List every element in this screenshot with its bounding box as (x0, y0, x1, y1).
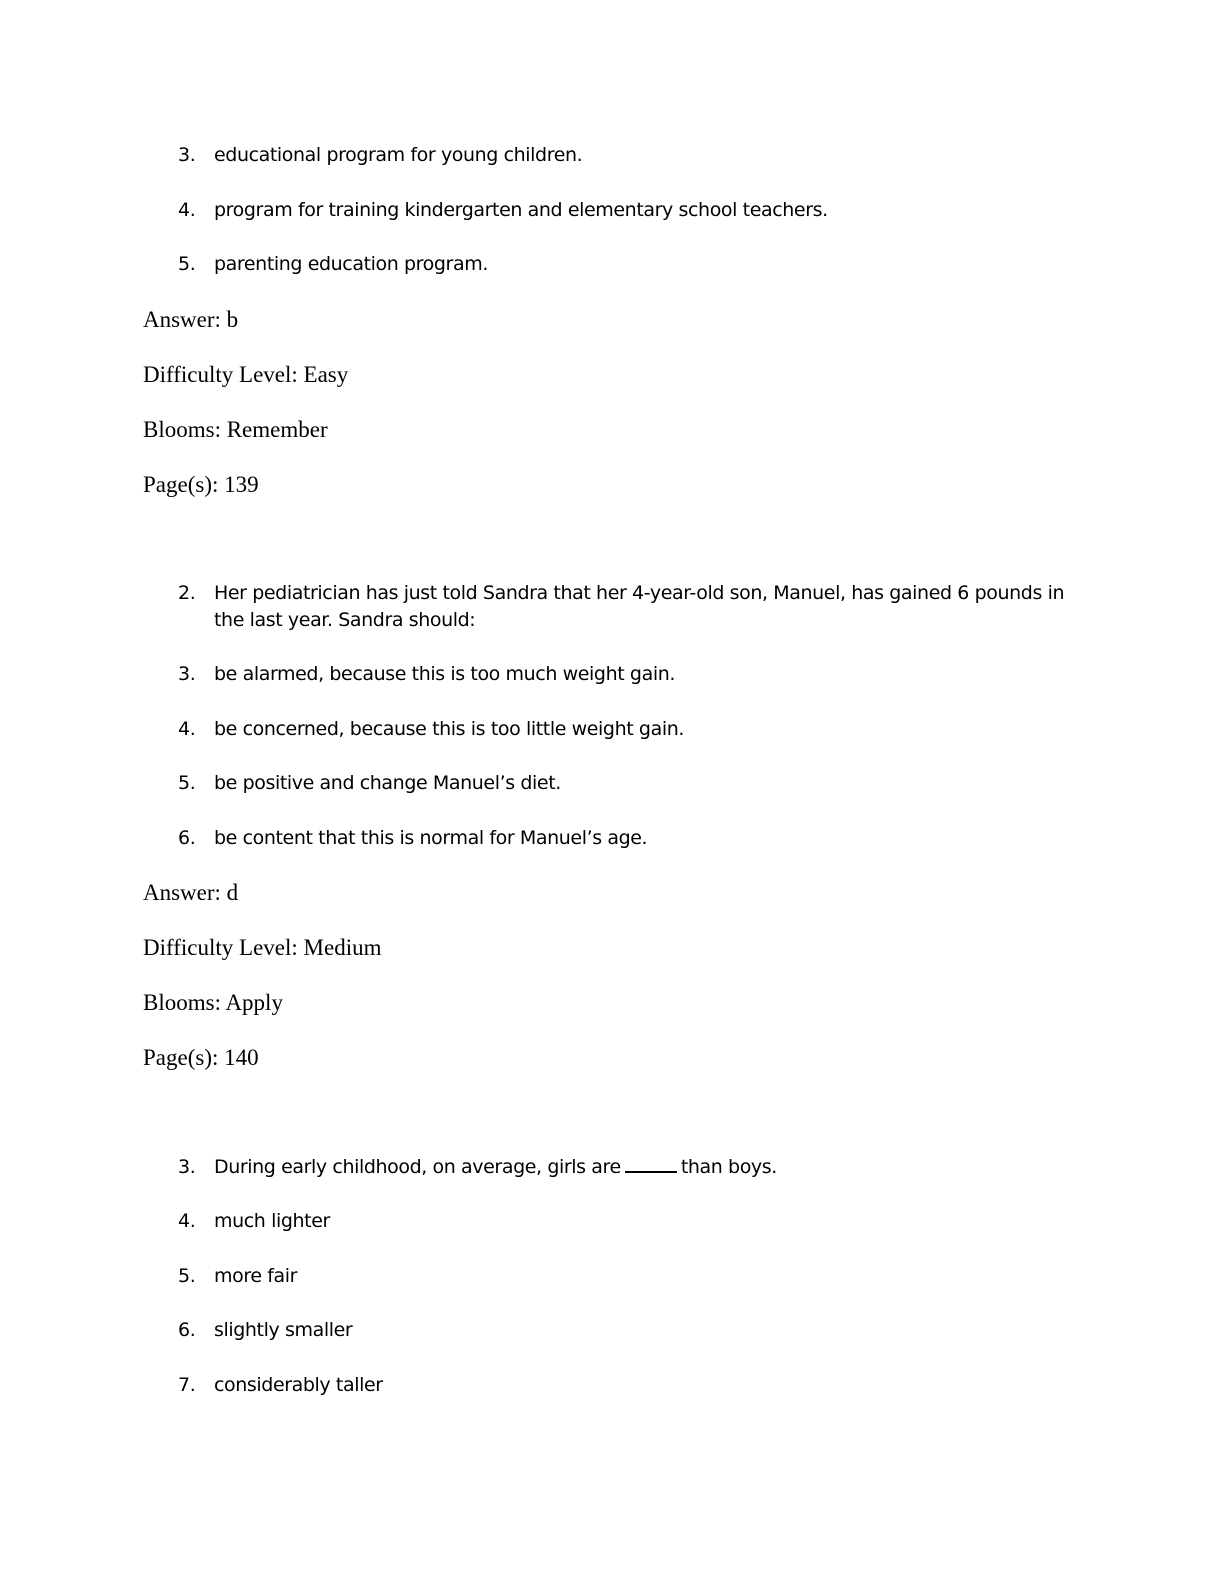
option-number: 4. (178, 199, 196, 221)
option-text: program for training kindergarten and elementary school teachers. (214, 199, 828, 221)
question-text-after: than boys. (680, 1156, 777, 1178)
option-number: 4. (178, 718, 196, 740)
option-item (178, 661, 1078, 688)
option-item (178, 825, 1078, 852)
option-number: 6. (178, 1319, 196, 1341)
option-item (178, 1317, 1078, 1344)
option-item (178, 251, 1078, 278)
option-number: 5. (178, 772, 196, 794)
option-number: 6. (178, 827, 196, 849)
question-number: 3. (178, 1156, 196, 1178)
pages-line: Page(s): 140 (143, 1045, 259, 1070)
option-text: educational program for young children. (214, 144, 583, 166)
option-text: be content that this is normal for Manuel’s age. (214, 827, 648, 849)
option-number: 5. (178, 1265, 196, 1287)
option-text: much lighter (214, 1210, 330, 1232)
answer-line: Answer: b (143, 307, 239, 332)
option-item (178, 716, 1078, 743)
option-item (178, 1208, 1078, 1235)
option-number: 4. (178, 1210, 196, 1232)
option-text: considerably taller (214, 1374, 383, 1396)
question-text: Her pediatrician has just told Sandra that her 4-year-old son, Manuel, has gained 6 pounds in the last year. Sandra should: (214, 582, 1065, 631)
question-text (214, 1154, 1078, 1181)
option-text: parenting education program. (214, 253, 488, 275)
answer-blank (625, 1155, 677, 1173)
question-item (178, 1154, 1078, 1181)
option-text: slightly smaller (214, 1319, 353, 1341)
option-text: be alarmed, because this is too much weight gain. (214, 663, 675, 685)
option-item (178, 197, 1078, 224)
option-text: be concerned, because this is too little weight gain. (214, 718, 684, 740)
blooms-line: Blooms: Apply (143, 990, 283, 1015)
option-number: 3. (178, 663, 196, 685)
option-number: 7. (178, 1374, 196, 1396)
blooms-line: Blooms: Remember (143, 417, 328, 442)
difficulty-line: Difficulty Level: Medium (143, 935, 382, 960)
option-item (178, 1263, 1078, 1290)
option-item (178, 142, 1078, 169)
option-text: more fair (214, 1265, 298, 1287)
option-number: 5. (178, 253, 196, 275)
question-text-before: During early childhood, on average, girls are (214, 1156, 621, 1178)
pages-line: Page(s): 139 (143, 472, 259, 497)
question-number: 2. (178, 582, 196, 604)
question-item (178, 580, 1078, 634)
option-item (178, 1372, 1078, 1399)
answer-line: Answer: d (143, 880, 239, 905)
difficulty-line: Difficulty Level: Easy (143, 362, 349, 387)
option-text: be positive and change Manuel’s diet. (214, 772, 561, 794)
option-item (178, 770, 1078, 797)
option-number: 3. (178, 144, 196, 166)
